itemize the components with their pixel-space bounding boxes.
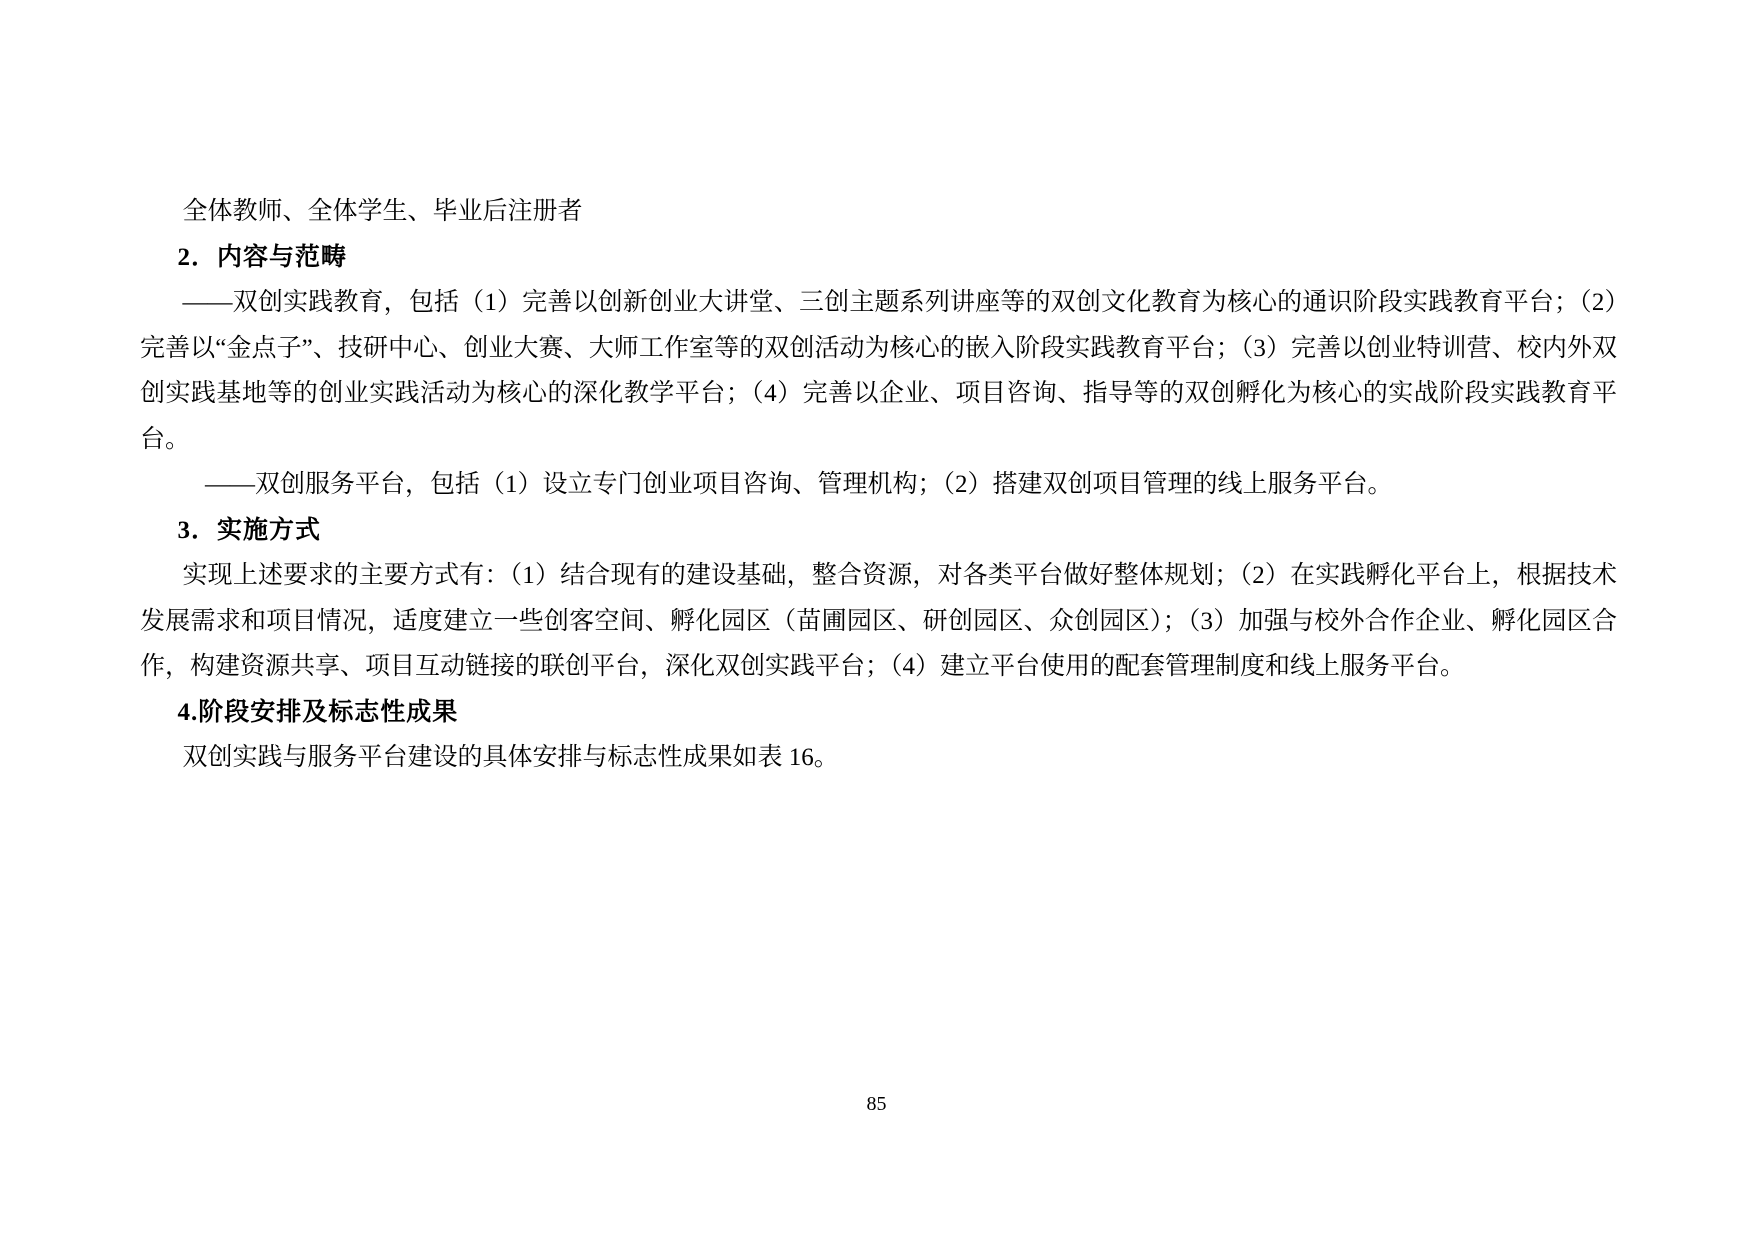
section-heading-content-scope: 2．内容与范畴 (177, 243, 348, 271)
section-heading-implementation: 3．实施方式 (177, 516, 322, 544)
paragraph-table-reference: 双创实践与服务平台建设的具体安排与标志性成果如表 16。 (182, 744, 839, 771)
document-body (140, 189, 1617, 781)
paragraph-implementation-methods: 实现上述要求的主要方式有：（1）结合现有的建设基础，整合资源，对各类平台做好整体规划；（2）在实践孵化平台上，根据技术发展需求和项目情况，适度建立一些创客空间、孵化园区（苗圃园区、研创园区、众创园区）；（3）加强与校外合作企业、孵化园区合作，构建资源共享、项目互动链接的联创平台，深化双创实践平台；（4）建立平台使用的配套管理制度和线上服务平台。 (140, 562, 1617, 680)
section-heading-milestones: 4.阶段安排及标志性成果 (177, 698, 459, 726)
paragraph-practice-education: ——双创实践教育，包括（1）完善以创新创业大讲堂、三创主题系列讲座等的双创文化教育为核心的通识阶段实践教育平台；（2）完善以“金点子”、技研中心、创业大赛、大师工作室等的双创活动为核心的嵌入阶段实践教育平台；（3）完善以创业特训营、校内外双创实践基地等的创业实践活动为核心的深化教学平台；（4）完善以企业、项目咨询、指导等的双创孵化为核心的实战阶段实践教育平台。 (140, 289, 1617, 453)
paragraph-service-platform: ——双创服务平台，包括（1）设立专门创业项目咨询、管理机构；（2）搭建双创项目管理的线上服务平台。 (205, 471, 1393, 498)
page-number: 85 (866, 1093, 887, 1115)
audience-line: 全体教师、全体学生、毕业后注册者 (182, 198, 583, 225)
